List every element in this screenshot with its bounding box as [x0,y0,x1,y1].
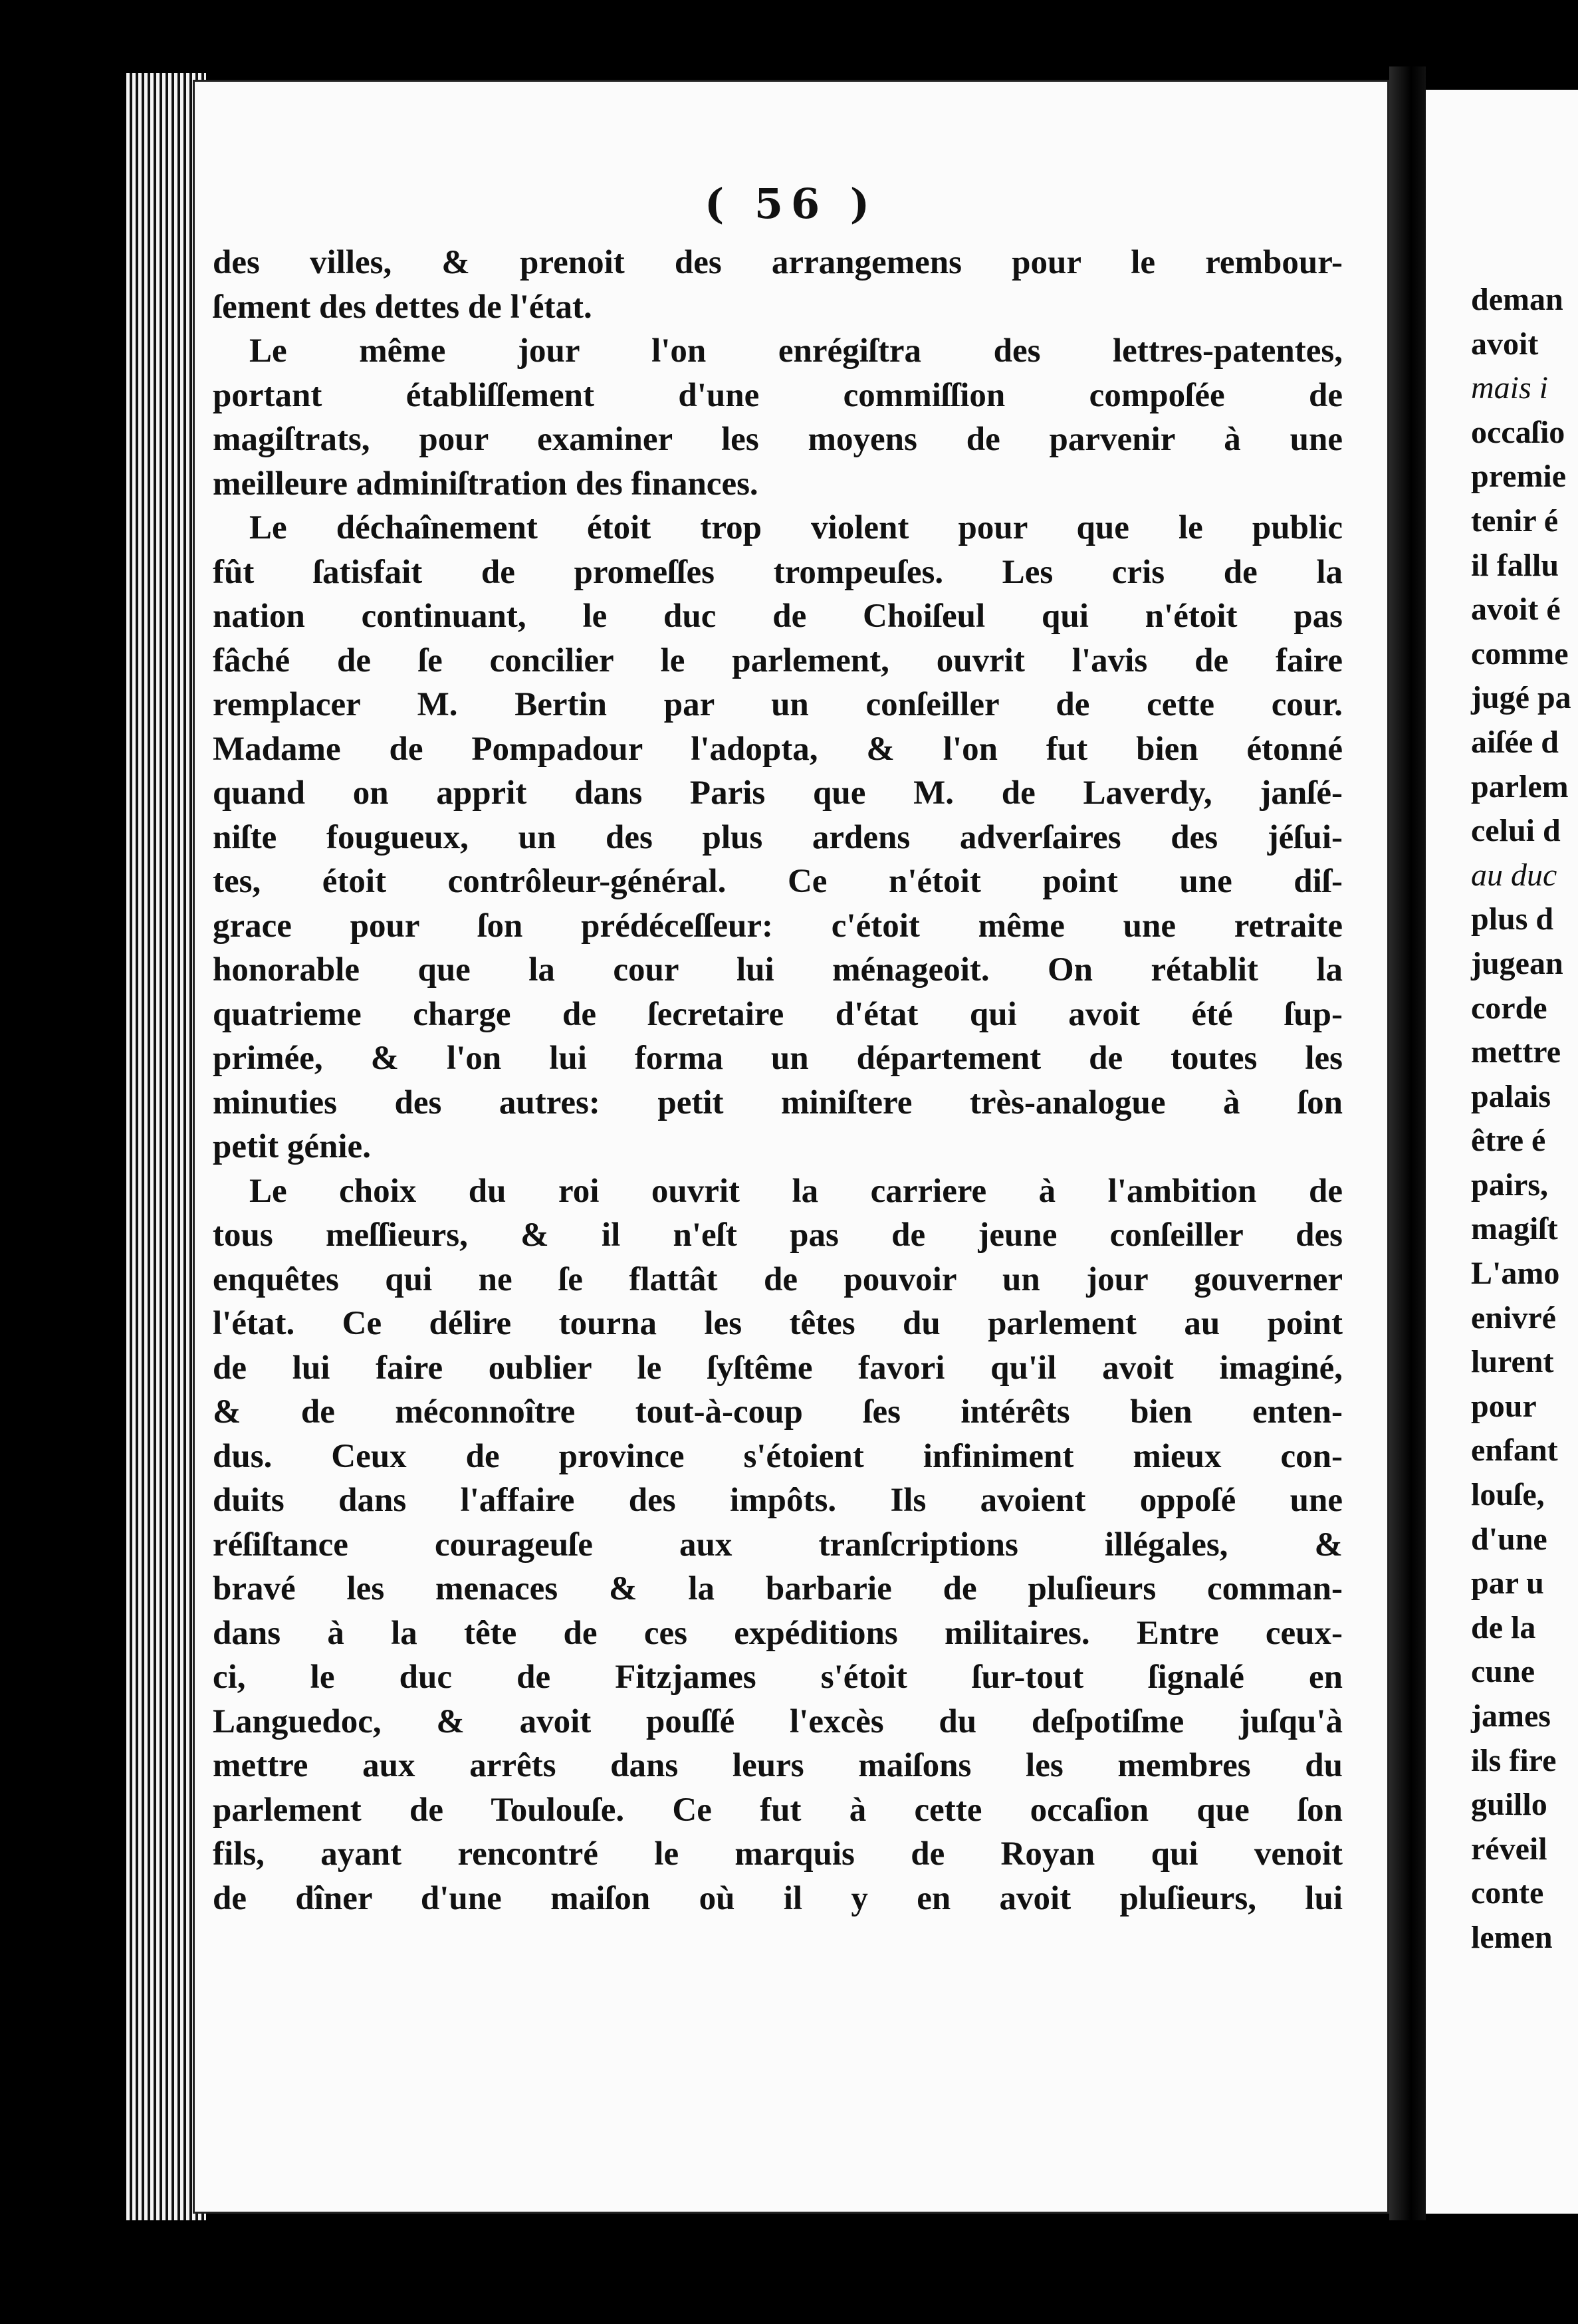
text-line: enquêtes qui ne ſe flattât de pouvoir un jour gouverner [213,1260,1343,1298]
right-page-line-fragment: conte [1471,1875,1544,1911]
right-page-line-fragment: L'amo [1471,1256,1560,1292]
right-page-line-fragment: être é [1471,1123,1546,1159]
right-page-line-fragment: jugean [1471,945,1563,981]
right-page-line-fragment: mettre [1471,1034,1561,1070]
right-page-line-fragment: il fallu [1471,547,1559,583]
text-line: fils, ayant rencontré le marquis de Royan qui venoit [213,1835,1343,1873]
text-line: parlement de Toulouſe. Ce fut à cette occaſion que ſon [213,1791,1343,1829]
text-line: quand on apprit dans Paris que M. de Laverdy, janſé- [213,774,1343,812]
right-page-line-fragment: lurent [1471,1344,1554,1380]
text-line: portant établiſſement d'une commiſſion compoſée de [213,376,1343,414]
right-page-line-fragment: james [1471,1698,1551,1734]
text-line: ſement des dettes de l'état. [213,288,592,326]
text-line: réſiſtance courageuſe aux tranſcriptions illégales, & [213,1526,1343,1564]
right-page-line-fragment: de la [1471,1609,1536,1645]
text-line: dans à la tête de ces expéditions militaires. Entre ceux- [213,1614,1343,1652]
right-page-line-fragment: occaſio [1471,414,1565,450]
right-page-text [1471,278,1571,1960]
body-text [213,241,1343,1920]
text-line: ci, le duc de Fitzjames s'étoit ſur-tout ſignalé en [213,1659,1343,1696]
right-page-line-fragment: premie [1471,459,1567,495]
book-gutter [1389,66,1426,2220]
right-page-line-fragment: cune [1471,1654,1535,1690]
text-line: grace pour ſon prédéceſſeur: c'étoit même une retraite [213,907,1343,945]
text-line: tes, étoit contrôleur-général. Ce n'étoit point une diſ- [213,863,1343,900]
text-line: tous meſſieurs, & il n'eſt pas de jeune conſeiller des [213,1217,1343,1254]
text-line: primée, & l'on lui forma un département de toutes les [213,1040,1343,1077]
right-page-line-fragment: deman [1471,282,1563,317]
right-page-line-fragment: pour [1471,1388,1537,1424]
right-page-line-fragment: d'une [1471,1521,1547,1557]
right-page-line-fragment: corde [1471,990,1547,1026]
right-page-line-fragment: avoit [1471,326,1539,362]
right-page-line-fragment: guillo [1471,1787,1547,1823]
text-line: des villes, & prenoit des arrangemens pour le rembour- [213,244,1343,281]
text-line: de dîner d'une maiſon où il y en avoit pluſieurs, lui [213,1879,1343,1917]
right-page-line-fragment: comme [1471,636,1569,671]
right-page-line-fragment: palais [1471,1078,1551,1114]
text-line: nation continuant, le duc de Choiſeul qui n'étoit pas [213,598,1343,635]
text-line: & de méconnoître tout-à-coup ſes intérêts bien enten- [213,1393,1343,1431]
right-page-line-fragment: aiſée d [1471,724,1559,760]
text-line: Madame de Pompadour l'adopta, & l'on fut bien étonné [213,730,1343,768]
text-line: honorable que la cour lui ménageoit. On rétablit la [213,951,1343,988]
text-line: Le choix du roi ouvrit la carriere à l'ambition de [249,1172,1343,1210]
text-line: petit génie. [213,1128,371,1165]
text-line: de lui faire oublier le ſyſtême favori qu'il avoit imaginé, [213,1349,1343,1387]
text-line: Languedoc, & avoit pouſſé l'excès du deſpotiſme juſqu'à [213,1702,1343,1740]
right-page-line-fragment: par u [1471,1566,1544,1601]
text-line: remplacer M. Bertin par un conſeiller de cette cour. [213,686,1343,723]
right-page-line-fragment: enivré [1471,1300,1556,1336]
right-page-line-fragment: au duc [1471,857,1557,893]
text-line: fâché de ſe concilier le parlement, ouvrit l'avis de faire [213,641,1343,679]
page-number: ( 56 ) [704,179,878,228]
right-page-line-fragment: celui d [1471,813,1561,849]
text-line: minuties des autres: petit miniſtere très-analogue à ſon [213,1084,1343,1121]
text-line: l'état. Ce délire tourna les têtes du parlement au point [213,1305,1343,1342]
text-line: fût ſatisfait de promeſſes trompeuſes. Les cris de la [213,553,1343,591]
text-line: Le déchaînement étoit trop violent pour que le public [249,509,1343,546]
right-page-line-fragment: louſe, [1471,1477,1545,1513]
right-page-line-fragment: jugé pa [1471,680,1571,716]
text-line: magiſtrats, pour examiner les moyens de parvenir à une [213,421,1343,458]
text-line: quatrieme charge de ſecretaire d'état qui avoit été ſup- [213,995,1343,1033]
right-page-line-fragment: lemen [1471,1919,1553,1955]
right-page-line-fragment: ils fire [1471,1742,1557,1778]
text-line: mettre aux arrêts dans leurs maiſons les membres du [213,1747,1343,1784]
right-page-line-fragment: plus d [1471,901,1554,937]
text-line: duits dans l'affaire des impôts. Ils avoient oppoſé une [213,1482,1343,1519]
right-page-line-fragment: pairs, [1471,1167,1549,1203]
text-line: Le même jour l'on enrégiſtra des lettres-patentes, [249,332,1343,370]
right-page-line-fragment: tenir é [1471,503,1559,538]
text-line: meilleure adminiſtration des finances. [213,465,758,503]
text-line: niſte fougueux, un des plus ardens adverſaires des jéſui- [213,818,1343,856]
right-page-line-fragment: enfant [1471,1433,1558,1468]
right-page-line-fragment: avoit é [1471,592,1561,628]
text-line: bravé les menaces & la barbarie de pluſieurs comman- [213,1570,1343,1607]
right-page-line-fragment: mais i [1471,370,1549,406]
text-line: dus. Ceux de province s'étoient infiniment mieux con- [213,1437,1343,1475]
right-page-line-fragment: magiſt [1471,1211,1558,1247]
right-page-line-fragment: parlem [1471,768,1569,804]
right-page-line-fragment: réveil [1471,1831,1547,1867]
